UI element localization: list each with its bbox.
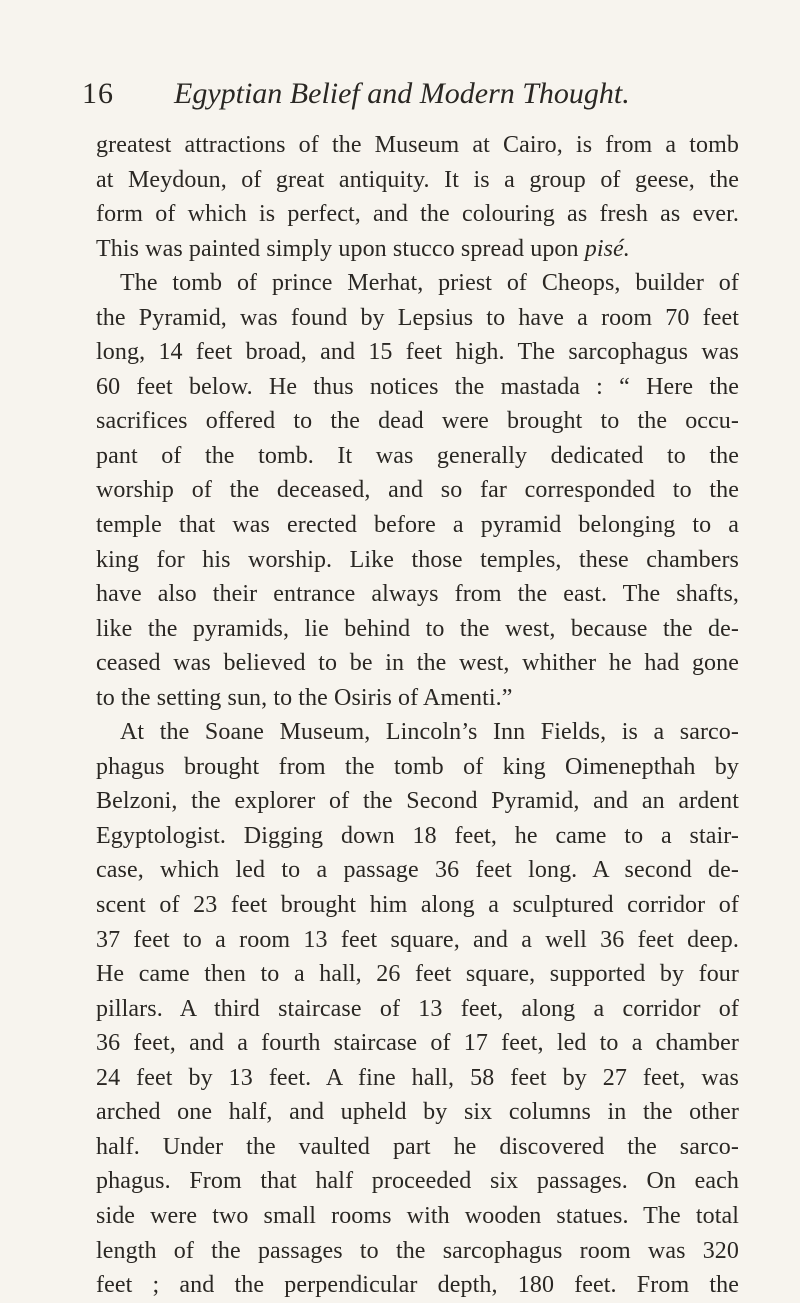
line-text: arched one half, and upheld by six columns in the other <box>96 1099 739 1126</box>
text-line <box>96 888 739 923</box>
line-text: The tomb of prince Merhat, priest of Cheops, builder of <box>120 270 739 297</box>
text-line <box>96 439 739 474</box>
text-line <box>96 1130 739 1165</box>
line-text: He came then to a hall, 26 feet square, supported by four <box>96 961 739 988</box>
text-line <box>96 577 739 612</box>
line-text: length of the passages to the sarcophagus room was 320 <box>96 1237 739 1264</box>
line-text: ceased was believed to be in the west, whither he had gone <box>96 650 739 677</box>
line-text: side were two small rooms with wooden statues. The total <box>96 1202 739 1229</box>
line-text: At the Soane Museum, Lincoln’s Inn Fields, is a sarco- <box>120 719 739 746</box>
body-text <box>96 128 739 1303</box>
line-text: Belzoni, the explorer of the Second Pyramid, and an ardent <box>96 788 739 815</box>
text-line <box>96 1199 739 1234</box>
line-text: feet ; and the perpendicular depth, 180 feet. From the <box>96 1272 739 1299</box>
line-text: 37 feet to a room 13 feet square, and a well 36 feet deep. <box>96 926 739 953</box>
text-line <box>96 1234 739 1269</box>
line-text: 60 feet below. He thus notices the mastada : “ Here the <box>96 373 739 400</box>
text-line <box>96 784 739 819</box>
line-text: phagus brought from the tomb of king Oimenepthah by <box>96 753 739 780</box>
running-head <box>82 74 742 114</box>
text-line <box>96 301 739 336</box>
line-text: the Pyramid, was found by Lepsius to have a room 70 feet <box>96 304 739 331</box>
italic-word: pisé. <box>578 235 630 262</box>
line-text: form of which is perfect, and the colouring as fresh as ever. <box>96 201 739 228</box>
line-text: This was painted simply upon stucco spread upon <box>96 235 579 262</box>
text-line <box>96 473 739 508</box>
text-line <box>96 646 739 681</box>
page-number: 16 <box>82 77 114 110</box>
text-line <box>96 1268 739 1303</box>
text-line <box>96 750 739 785</box>
line-text: have also their entrance always from the east. The shafts, <box>96 581 739 608</box>
text-line <box>96 266 739 301</box>
line-text: pillars. A third staircase of 13 feet, along a corridor of <box>96 995 739 1022</box>
text-line <box>96 923 739 958</box>
line-text: half. Under the vaulted part he discovered the sarco- <box>96 1133 739 1160</box>
line-text: like the pyramids, lie behind to the west, because the de- <box>96 615 739 642</box>
text-line <box>96 1164 739 1199</box>
text-line <box>96 819 739 854</box>
line-text: at Meydoun, of great antiquity. It is a group of geese, the <box>96 166 739 193</box>
line-text: to the setting sun, to the Osiris of Amenti.” <box>96 684 513 711</box>
line-text: temple that was erected before a pyramid belonging to a <box>96 512 739 539</box>
text-line <box>96 163 739 198</box>
text-line <box>96 543 739 578</box>
line-text: 24 feet by 13 feet. A fine hall, 58 feet by 27 feet, was <box>96 1064 739 1091</box>
text-line <box>96 197 739 232</box>
text-line <box>96 992 739 1027</box>
text-line <box>96 715 739 750</box>
text-line <box>96 508 739 543</box>
line-text: 36 feet, and a fourth staircase of 17 feet, led to a chamber <box>96 1030 739 1057</box>
text-line <box>96 1095 739 1130</box>
line-text: phagus. From that half proceeded six passages. On each <box>96 1168 739 1195</box>
line-text: Egyptologist. Digging down 18 feet, he came to a stair- <box>96 822 739 849</box>
text-line <box>96 1061 739 1096</box>
text-line <box>96 128 739 163</box>
text-line <box>96 957 739 992</box>
text-line <box>96 404 739 439</box>
line-text: long, 14 feet broad, and 15 feet high. The sarcophagus was <box>96 339 739 366</box>
text-line <box>96 853 739 888</box>
line-text: case, which led to a passage 36 feet long. A second de- <box>96 857 739 884</box>
text-line <box>96 1026 739 1061</box>
text-line <box>96 370 739 405</box>
text-line <box>96 612 739 647</box>
line-text: worship of the deceased, and so far corresponded to the <box>96 477 739 504</box>
text-line <box>96 681 739 716</box>
text-line <box>96 232 739 267</box>
line-text: king for his worship. Like those temples, these chambers <box>96 546 739 573</box>
running-title: Egyptian Belief and Modern Thought. <box>174 77 630 110</box>
line-text: greatest attractions of the Museum at Cairo, is from a tomb <box>96 132 739 158</box>
line-text: sacrifices offered to the dead were brought to the occu- <box>96 408 739 435</box>
text-line <box>96 335 739 370</box>
line-text: pant of the tomb. It was generally dedicated to the <box>96 442 739 469</box>
line-text: scent of 23 feet brought him along a sculptured corridor of <box>96 892 739 919</box>
